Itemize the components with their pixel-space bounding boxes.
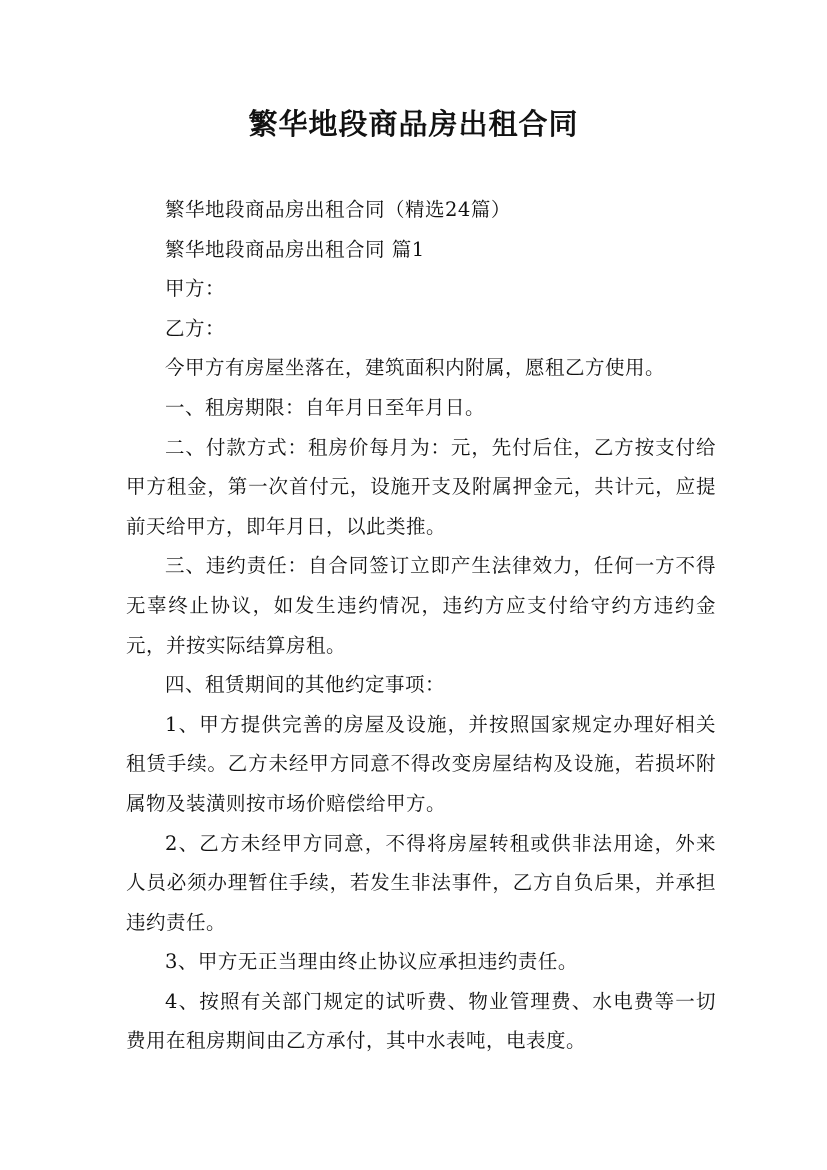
paragraph-term-3: 3、甲方无正当理由终止协议应承担违约责任。 — [165, 950, 578, 974]
paragraph-breach-liability: 三、违约责任：自合同签订立即产生法律效力，任何一方不得无辜终止协议，如发生违约情况，违约方应支付给守约方违约金元，并按实际结算房租。 — [126, 554, 716, 657]
paragraph-lease-term: 一、租房期限：自年月日至年月日。 — [165, 395, 486, 419]
document-title: 繁华地段商品房出租合同 — [248, 107, 579, 141]
paragraph-section-title: 繁华地段商品房出租合同 篇1 — [165, 237, 425, 261]
paragraph-property-description: 今甲方有房屋坐落在，建筑面积内附属，愿租乙方使用。 — [165, 356, 666, 380]
paragraph-term-1: 1、甲方提供完善的房屋及设施，并按照国家规定办理好相关租赁手续。乙方未经甲方同意不得改变房屋结构及设施，若损坏附属物及装潢则按市场价赔偿给甲方。 — [126, 712, 716, 815]
paragraph-collection-title: 繁华地段商品房出租合同（精选24篇） — [165, 198, 511, 221]
paragraph-payment-method: 二、付款方式：租房价每月为：元，先付后住，乙方按支付给甲方租金，第一次首付元，设施开支及附属押金元，共计元，应提前天给甲方，即年月日，以此类推。 — [126, 435, 716, 538]
paragraph-party-b: 乙方： — [165, 316, 226, 340]
document-body — [126, 190, 716, 1061]
paragraph-other-terms: 四、租赁期间的其他约定事项： — [165, 673, 446, 697]
paragraph-party-a: 甲方： — [165, 277, 226, 301]
paragraph-term-2: 2、乙方未经甲方同意，不得将房屋转租或供非法用途，外来人员必须办理暂住手续，若发生非法事件，乙方自负后果，并承担违约责任。 — [126, 831, 716, 934]
paragraph-term-4: 4、按照有关部门规定的试听费、物业管理费、水电费等一切费用在租房期间由乙方承付，其中水表吨，电表度。 — [126, 989, 716, 1053]
